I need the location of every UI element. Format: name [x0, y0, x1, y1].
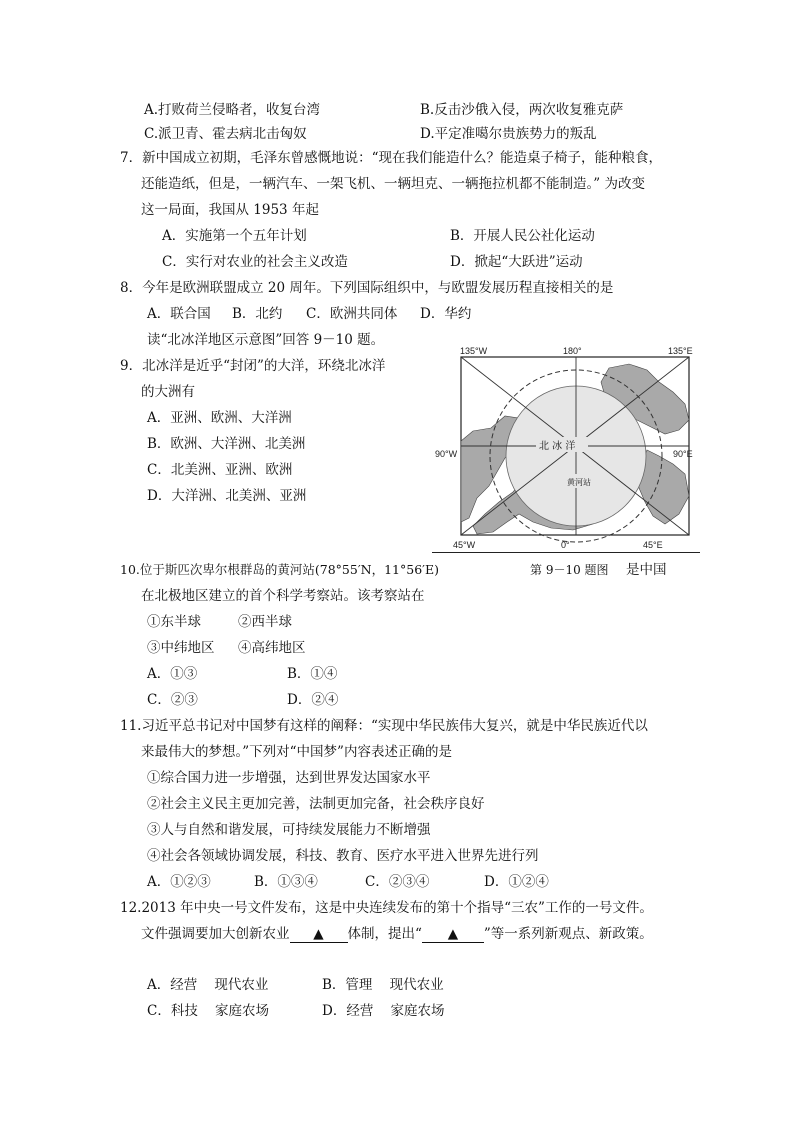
q10-stem-line1: 10.位于斯匹次卑尔根群岛的黄河站(78°55′N，11°56′E) [120, 562, 439, 577]
arctic-map-graphic [433, 346, 701, 553]
q12-stem-line1: 12.2013 年中央一号文件发布，这是中央连续发布的第十个指导“三农”工作的一号文件。 [120, 900, 653, 916]
q11-option-c: C．②③④ [365, 874, 430, 890]
q11-statement-2: ②社会主义民主更加完善，法制更加完备，社会秩序良好 [147, 796, 485, 812]
lon-label-180: 180° [563, 346, 582, 356]
q10-stem-line2: 在北极地区建立的首个科学考察站。该考察站在 [141, 588, 425, 604]
q9-stem-line1: 9．北冰洋是近乎“封闭”的大洋，环绕北冰洋 [120, 358, 386, 374]
q9-option-b: B．欧洲、大洋洲、北美洲 [147, 436, 306, 452]
q6-option-b: B.反击沙俄入侵，两次收复雅克萨 [420, 102, 624, 118]
q9-option-d: D．大洋洲、北美洲、亚洲 [147, 488, 307, 504]
q10-statement-3: ③中纬地区 [147, 640, 215, 656]
q10-statement-4: ④高纬地区 [238, 640, 306, 656]
q12-option-b: B．管理 现代农业 [322, 977, 444, 993]
station-label: 黄河站 [567, 478, 591, 487]
q9-stem-line2: 的大洲有 [141, 384, 195, 400]
q8-stem: 8．今年是欧洲联盟成立 20 周年。下列国际组织中，与欧盟发展历程直接相关的是 [120, 280, 614, 296]
q8-option-a: A．联合国 [147, 306, 211, 322]
lon-label-90w: 90°W [435, 449, 458, 459]
q12-blank-2: ▲ [422, 926, 484, 943]
q7-option-b: B．开展人民公社化运动 [450, 228, 595, 244]
q10-stem-line1-end: 是中国 [626, 562, 667, 578]
q11-stem-line2: 来最伟大的梦想。”下列对“中国梦”内容表述正确的是 [141, 744, 452, 760]
lon-label-45e: 45°E [643, 540, 663, 550]
q9-option-a: A．亚洲、欧洲、大洋洲 [147, 410, 292, 426]
q11-statement-3: ③人与自然和谐发展，可持续发展能力不断增强 [147, 822, 431, 838]
q12-line2-post: ”等一系列新观点、新政策。 [483, 926, 653, 942]
q12-option-d: D．经营 家庭农场 [322, 1003, 445, 1019]
q10-statement-2: ②西半球 [238, 614, 292, 630]
q10-option-a: A．①③ [147, 666, 198, 682]
map-caption-rule [432, 552, 700, 553]
q12-blank-1: ▲ [290, 926, 348, 943]
q10-option-c: C．②③ [147, 692, 198, 708]
q7-option-a: A．实施第一个五年计划 [162, 228, 307, 244]
q12-stem-line2 [141, 925, 653, 943]
q11-option-d: D．①②④ [484, 874, 549, 890]
lon-label-135e: 135°E [668, 346, 693, 356]
q10-statement-1: ①东半球 [147, 614, 201, 630]
q8-option-d: D．华约 [420, 306, 472, 322]
lon-label-0: 0° [561, 540, 570, 550]
ocean-label: 北 冰 洋 [539, 441, 576, 452]
q10-option-d: D．②④ [287, 692, 339, 708]
q12-line2-mid: 体制，提出“ [347, 926, 422, 942]
q7-option-c: C．实行对农业的社会主义改造 [162, 254, 348, 270]
q8-option-b: B．北约 [232, 306, 283, 322]
q11-stem-line1: 11.习近平总书记对中国梦有这样的阐释：“实现中华民族伟大复兴，就是中华民族近代以 [120, 718, 648, 734]
q12-option-c: C．科技 家庭农场 [147, 1003, 269, 1019]
map-intro: 读“北冰洋地区示意图”回答 9－10 题。 [147, 332, 385, 348]
q6-option-c: C.派卫青、霍去病北击匈奴 [144, 126, 307, 142]
q11-statement-1: ①综合国力进一步增强，达到世界发达国家水平 [147, 770, 431, 786]
q7-stem-line1: 7．新中国成立初期，毛泽东曾感慨地说：“现在我们能造什么？能造桌子椅子，能种粮食， [120, 150, 662, 166]
q10-option-b: B．①④ [287, 666, 338, 682]
q11-option-a: A．①②③ [147, 874, 211, 890]
lon-label-135w: 135°W [460, 346, 488, 356]
q7-stem-line3: 这一局面，我国从 1953 年起 [141, 202, 319, 218]
lon-label-45w: 45°W [453, 540, 476, 550]
q11-option-b: B．①③④ [254, 874, 318, 890]
map-caption: 第 9－10 题图 [530, 563, 609, 577]
q6-option-a: A.打败荷兰侵略者，收复台湾 [144, 102, 321, 118]
q8-option-c: C．欧洲共同体 [306, 306, 398, 322]
q12-line2-pre: 文件强调要加大创新农业 [141, 926, 290, 942]
q6-option-d: D.平定准噶尔贵族势力的叛乱 [420, 126, 597, 142]
q7-stem-line2: 还能造纸，但是，一辆汽车、一架飞机、一辆坦克、一辆拖拉机都不能制造。” 为改变 [141, 176, 645, 192]
lon-label-90e: 90°E [673, 449, 693, 459]
q9-option-c: C．北美洲、亚洲、欧洲 [147, 462, 293, 478]
q11-statement-4: ④社会各领域协调发展，科技、教育、医疗水平进入世界先进行列 [147, 848, 539, 864]
q7-option-d: D．掀起“大跃进”运动 [450, 254, 583, 270]
q12-option-a: A．经营 现代农业 [147, 977, 269, 993]
arctic-map [433, 346, 701, 553]
